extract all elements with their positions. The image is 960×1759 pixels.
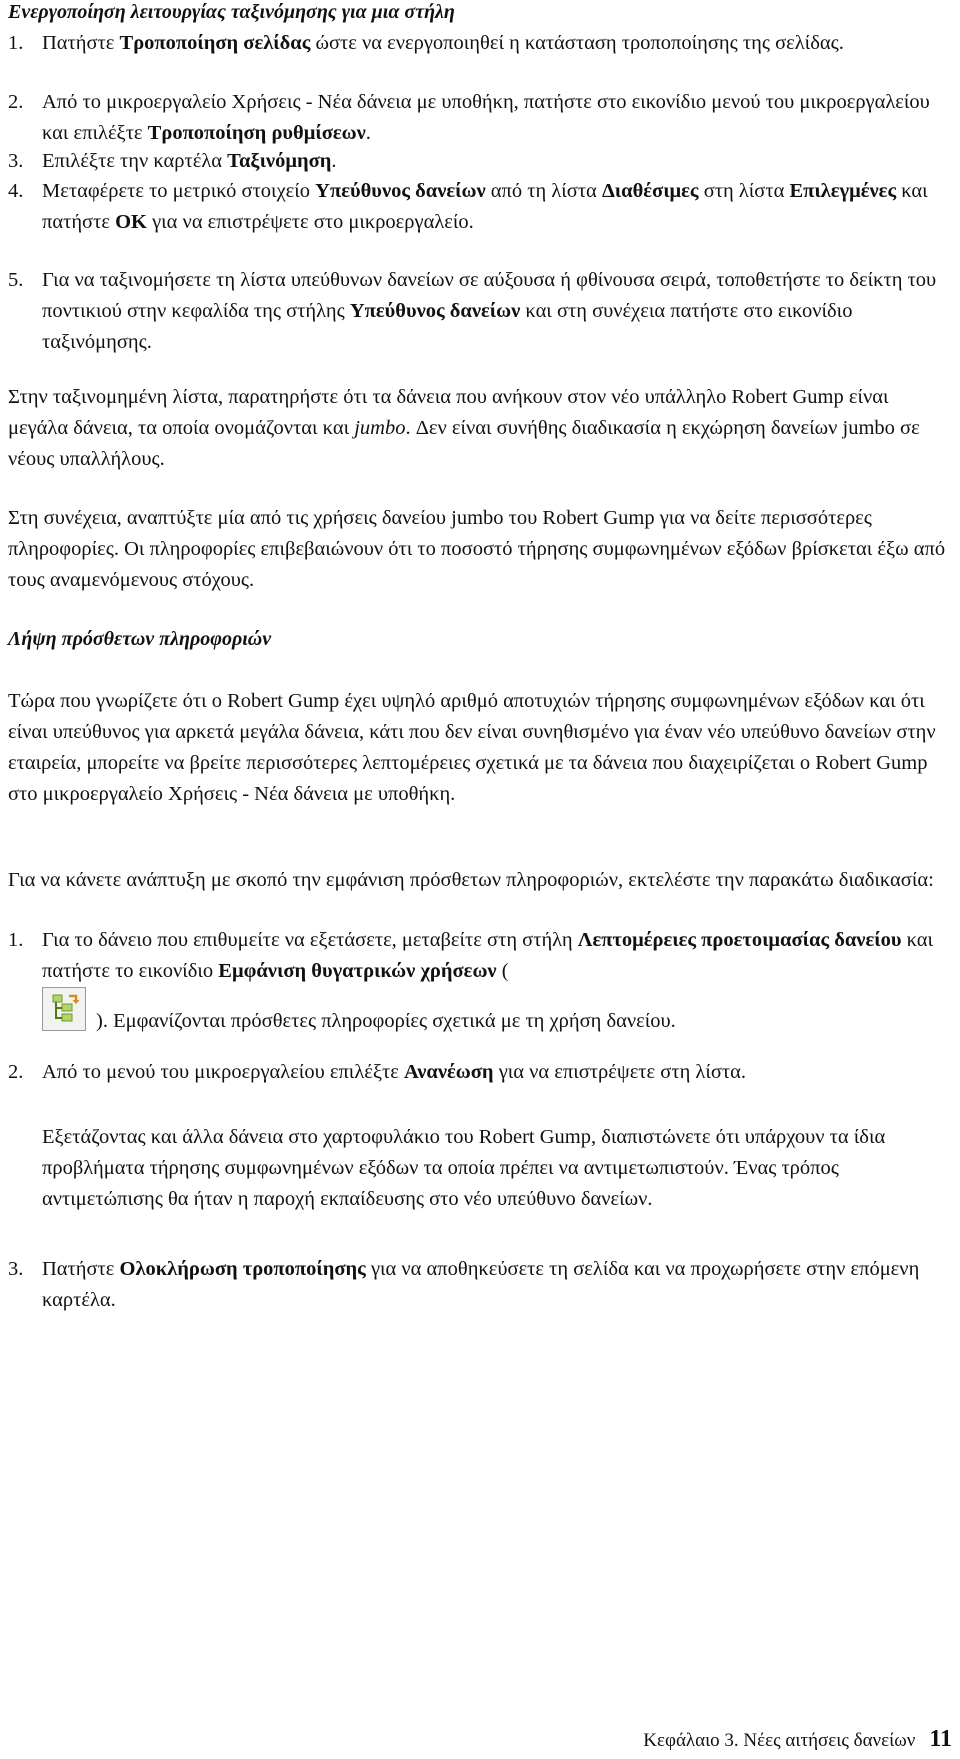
show-child-uses-icon — [42, 987, 86, 1031]
step-number: 4. — [8, 180, 24, 202]
list-item — [8, 176, 948, 238]
ui-term: Τροποποίηση σελίδας — [119, 32, 311, 54]
list-item — [8, 265, 948, 358]
step-number: 1. — [8, 32, 24, 54]
list-item — [8, 87, 948, 149]
ui-term: Τροποποίηση ρυθμίσεων — [147, 122, 366, 144]
ui-term: Ταξινόμηση — [227, 150, 332, 172]
section-heading-enable-sorting: Ενεργοποίηση λειτουργίας ταξινόμησης για μια στήλη — [8, 1, 455, 23]
emphasis-term: jumbo — [354, 417, 406, 439]
chapter-title: Κεφάλαιο 3. Νέες αιτήσεις δανείων — [643, 1730, 916, 1751]
step-text: Από το μικροεργαλείο Χρήσεις - Νέα δάνεια με υποθήκη, πατήστε στο εικονίδιο μενού του μικροεργαλείου και επιλέξτε Τροποποίηση ρυθμίσεων. — [42, 91, 930, 144]
list-item-note — [8, 1122, 948, 1215]
step-number: 2. — [8, 91, 24, 113]
paragraph: Τώρα που γνωρίζετε ότι ο Robert Gump έχει υψηλό αριθμό αποτυχιών τήρησης συμφωνημένων εξόδων και ότι είναι υπεύθυνος για αρκετά μεγάλα δάνεια, κάτι που δεν είναι συνηθισμένο για έναν νέο υπεύθυνο δανείων στην εταιρεία, μπορείτε να βρείτε περισσότερες λεπτομέρειες σχετικά με τα δάνεια που διαχειρίζεται ο Robert Gump στο μικροεργαλείο Χρήσεις - Νέα δάνεια με υποθήκη. — [8, 690, 936, 805]
ui-term: Υπεύθυνος δανείων — [349, 300, 521, 322]
list-item — [8, 925, 948, 1037]
ui-term: Εμφάνιση θυγατρικών χρήσεων — [218, 960, 497, 982]
step-text: Για να ταξινομήσετε τη λίστα υπεύθυνων δανείων σε αύξουσα ή φθίνουσα σειρά, τοποθετήστε το δείκτη του ποντικιού στην κεφαλίδα της στήλης Υπεύθυνος δανείων και στη συνέχεια πατήστε στο εικονίδιο ταξινόμησης. — [42, 269, 937, 353]
section-heading-more-info: Λήψη πρόσθετων πληροφοριών — [8, 628, 272, 650]
ui-term: Υπεύθυνος δανείων — [315, 180, 486, 202]
step-note: Εξετάζοντας και άλλα δάνεια στο χαρτοφυλάκιο του Robert Gump, διαπιστώνετε ότι υπάρχουν τα ίδια προβλήματα τήρησης συμφωνημένων εξόδων τα οποία πρέπει να αντιμετωπιστούν. Ένας τρόπος αντιμετώπισης θα ήταν η παροχή εκπαίδευσης στο νέο υπεύθυνο δανείων. — [42, 1126, 886, 1210]
ui-term: Ανανέωση — [403, 1061, 494, 1083]
page-number: 11 — [929, 1726, 952, 1752]
list-item — [8, 28, 948, 59]
step-text: Επιλέξτε την καρτέλα Ταξινόμηση. — [42, 150, 337, 172]
list-item — [8, 1057, 948, 1088]
step-text: Για το δάνειο που επιθυμείτε να εξετάσετε, μεταβείτε στη στήλη Λεπτομέρειες προετοιμασίας δανείου και πατήστε το εικονίδιο Εμφάνιση θυγατρικών χρήσεων ( ). Εμφανίζονται πρόσθετες πληροφορίες σχετικά με τη χρήση δανείου. — [42, 929, 933, 1032]
ui-term: Ολοκλήρωση τροποποίησης — [119, 1258, 366, 1280]
step-number: 5. — [8, 269, 24, 291]
paragraph: Στην ταξινομημένη λίστα, παρατηρήστε ότι τα δάνεια που ανήκουν στον νέο υπάλληλο Robert Gump είναι μεγάλα δάνεια, τα οποία ονομάζονται και jumbo. Δεν είναι συνήθης διαδικασία η εκχώρηση δανείων jumbo σε νέους υπαλλήλους. — [8, 386, 920, 470]
step-text: Πατήστε Ολοκλήρωση τροποποίησης για να αποθηκεύσετε τη σελίδα και να προχωρήσετε στην επόμενη καρτέλα. — [42, 1258, 920, 1311]
ui-term: Διαθέσιμες — [601, 180, 699, 202]
paragraph: Για να κάνετε ανάπτυξη με σκοπό την εμφάνιση πρόσθετων πληροφοριών, εκτελέστε την παρακάτω διαδικασία: — [8, 869, 934, 891]
step-number: 1. — [8, 929, 24, 951]
ui-term: OK — [115, 211, 147, 233]
step-text: Από το μενού του μικροεργαλείου επιλέξτε Ανανέωση για να επιστρέψετε στη λίστα. — [42, 1061, 747, 1083]
step-number: 3. — [8, 150, 24, 172]
list-item — [8, 146, 948, 177]
paragraph: Στη συνέχεια, αναπτύξτε μία από τις χρήσεις δανείου jumbo του Robert Gump για να δείτε περισσότερες πληροφορίες. Οι πληροφορίες επιβεβαιώνουν ότι το ποσοστό τήρησης συμφωνημένων εξόδων βρίσκεται έξω από τους αναμενόμενους στόχους. — [8, 507, 946, 591]
step-number: 2. — [8, 1061, 24, 1083]
step-number: 3. — [8, 1258, 24, 1280]
step-text: Μεταφέρετε το μετρικό στοιχείο Υπεύθυνος δανείων από τη λίστα Διαθέσιμες στη λίστα Επιλεγμένες και πατήστε OK για να επιστρέψετε στο μικροεργαλείο. — [42, 180, 928, 233]
ui-term: Λεπτομέρειες προετοιμασίας δανείου — [577, 929, 902, 951]
list-item — [8, 1254, 948, 1316]
step-text: Πατήστε Τροποποίηση σελίδας ώστε να ενεργοποιηθεί η κατάσταση τροποποίησης της σελίδας. — [42, 32, 844, 54]
page-footer — [643, 1724, 952, 1756]
ui-term: Επιλεγμένες — [789, 180, 897, 202]
